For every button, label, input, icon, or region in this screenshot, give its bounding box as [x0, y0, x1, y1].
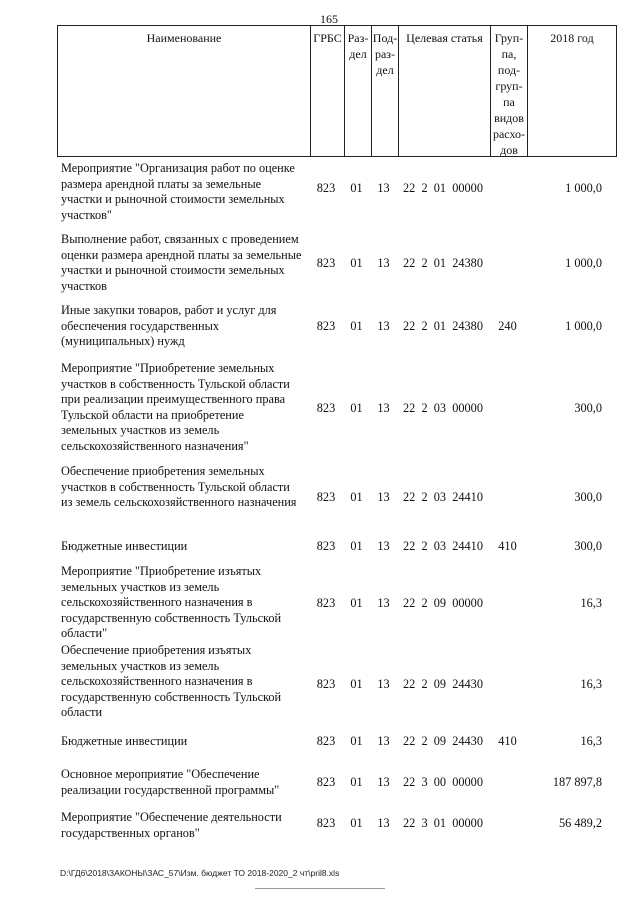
- row-grbs: 823: [316, 677, 336, 691]
- header-podrazdel: Под- раз- дел: [371, 26, 398, 156]
- row-amount: 16,3: [580, 596, 602, 610]
- row-target: 22 2 01 24380: [403, 256, 483, 270]
- table-row: [57, 464, 617, 526]
- row-target: 22 2 09 00000: [403, 596, 483, 610]
- row-name: Бюджетные инвестиции: [61, 539, 188, 553]
- row-grbs: 823: [316, 596, 336, 610]
- header-name: Наименование: [146, 31, 222, 45]
- row-amount: 187 897,8: [552, 775, 602, 789]
- row-target: 22 3 01 00000: [403, 816, 483, 830]
- row-name: Мероприятие "Организация работ по оценке размера арендной платы за земельные участки и рыночной стоимости земельных участков": [61, 161, 295, 222]
- row-vid: 240: [498, 319, 517, 333]
- row-razdel: 01: [350, 319, 363, 333]
- row-name: Обеспечение приобретения земельных участков в собственность Тульской области из земель сельскохозяйственного назначения: [61, 464, 297, 510]
- row-podrazdel: 13: [377, 539, 390, 553]
- row-amount: 16,3: [580, 677, 602, 691]
- header-razdel: Раз- дел: [344, 26, 371, 156]
- row-amount: 300,0: [574, 539, 602, 553]
- row-amount: 1 000,0: [565, 319, 602, 333]
- row-amount: 56 489,2: [558, 816, 602, 830]
- row-amount: 1 000,0: [565, 256, 602, 270]
- row-razdel: 01: [350, 181, 363, 195]
- row-target: 22 2 01 00000: [403, 181, 483, 195]
- row-target: 22 2 09 24430: [403, 734, 483, 748]
- row-razdel: 01: [350, 596, 363, 610]
- row-podrazdel: 13: [377, 775, 390, 789]
- scan-artifact: [255, 888, 385, 889]
- row-podrazdel: 13: [377, 181, 390, 195]
- table-row: [57, 564, 617, 642]
- row-vid: 410: [498, 734, 517, 748]
- row-amount: 1 000,0: [565, 181, 602, 195]
- row-podrazdel: 13: [377, 401, 390, 415]
- table-row: [57, 361, 617, 455]
- row-name: Иные закупки товаров, работ и услуг для обеспечения государственных (муниципальных) нужд: [61, 303, 277, 349]
- row-razdel: 01: [350, 401, 363, 415]
- row-target: 22 2 01 24380: [403, 319, 483, 333]
- row-name: Выполнение работ, связанных с проведением оценки размера арендной платы за земельные участки и рыночной стоимости земельных участков: [61, 232, 302, 293]
- table-row: [57, 303, 617, 351]
- row-vid: 410: [498, 539, 517, 553]
- row-target: 22 2 09 24430: [403, 677, 483, 691]
- row-podrazdel: 13: [377, 677, 390, 691]
- row-grbs: 823: [316, 181, 336, 195]
- row-razdel: 01: [350, 816, 363, 830]
- table-header: [57, 25, 617, 157]
- table-row: [57, 232, 617, 294]
- row-grbs: 823: [316, 734, 336, 748]
- row-razdel: 01: [350, 539, 363, 553]
- row-razdel: 01: [350, 490, 363, 504]
- table-row: [57, 734, 617, 752]
- header-year: 2018 год: [527, 26, 616, 156]
- table-row: [57, 810, 617, 844]
- row-name: Мероприятие "Обеспечение деятельности государственных органов": [61, 810, 282, 840]
- row-amount: 300,0: [574, 490, 602, 504]
- table-row: [57, 643, 617, 721]
- table-row: [57, 161, 617, 223]
- page-number: 165: [320, 12, 338, 26]
- row-target: 22 2 03 00000: [403, 401, 483, 415]
- row-razdel: 01: [350, 677, 363, 691]
- row-name: Мероприятие "Приобретение земельных участков в собственность Тульской области при реализации преимущественного права Тульской области на приобретение земельных участков из земель сельскохозяйственного назначения": [61, 361, 290, 453]
- row-name: Основное мероприятие "Обеспечение реализации государственной программы": [61, 767, 280, 797]
- row-grbs: 823: [316, 539, 336, 553]
- table-row: [57, 539, 617, 557]
- header-grbs: ГРБС: [310, 26, 344, 156]
- row-podrazdel: 13: [377, 319, 390, 333]
- row-grbs: 823: [316, 256, 336, 270]
- header-target: Целевая статья: [398, 26, 490, 156]
- row-podrazdel: 13: [377, 816, 390, 830]
- row-razdel: 01: [350, 734, 363, 748]
- row-name: Мероприятие "Приобретение изъятых земельных участков из земель сельскохозяйственного назначения в государственную собственность Тульской области": [61, 564, 282, 641]
- table-row: [57, 767, 617, 801]
- row-grbs: 823: [316, 816, 336, 830]
- row-grbs: 823: [316, 401, 336, 415]
- row-podrazdel: 13: [377, 490, 390, 504]
- row-razdel: 01: [350, 775, 363, 789]
- row-target: 22 2 03 24410: [403, 490, 483, 504]
- row-amount: 300,0: [574, 401, 602, 415]
- row-name: Бюджетные инвестиции: [61, 734, 188, 748]
- row-name: Обеспечение приобретения изъятых земельных участков из земель сельскохозяйственного назначения в государственную собственность Тульской области: [61, 643, 282, 720]
- row-podrazdel: 13: [377, 256, 390, 270]
- row-grbs: 823: [316, 490, 336, 504]
- row-podrazdel: 13: [377, 596, 390, 610]
- row-grbs: 823: [316, 319, 336, 333]
- row-grbs: 823: [316, 775, 336, 789]
- row-target: 22 3 00 00000: [403, 775, 483, 789]
- row-razdel: 01: [350, 256, 363, 270]
- row-target: 22 2 03 24410: [403, 539, 483, 553]
- row-podrazdel: 13: [377, 734, 390, 748]
- file-path-footer: D:\ГД6\2018\ЗАКОНЫ\ЗАС_57\Изм. бюджет ТО 2018-2020_2 чт\pril8.xls: [60, 868, 340, 878]
- row-amount: 16,3: [580, 734, 602, 748]
- header-group: Груп- па, под- груп- па видов расхо- дов: [490, 26, 527, 156]
